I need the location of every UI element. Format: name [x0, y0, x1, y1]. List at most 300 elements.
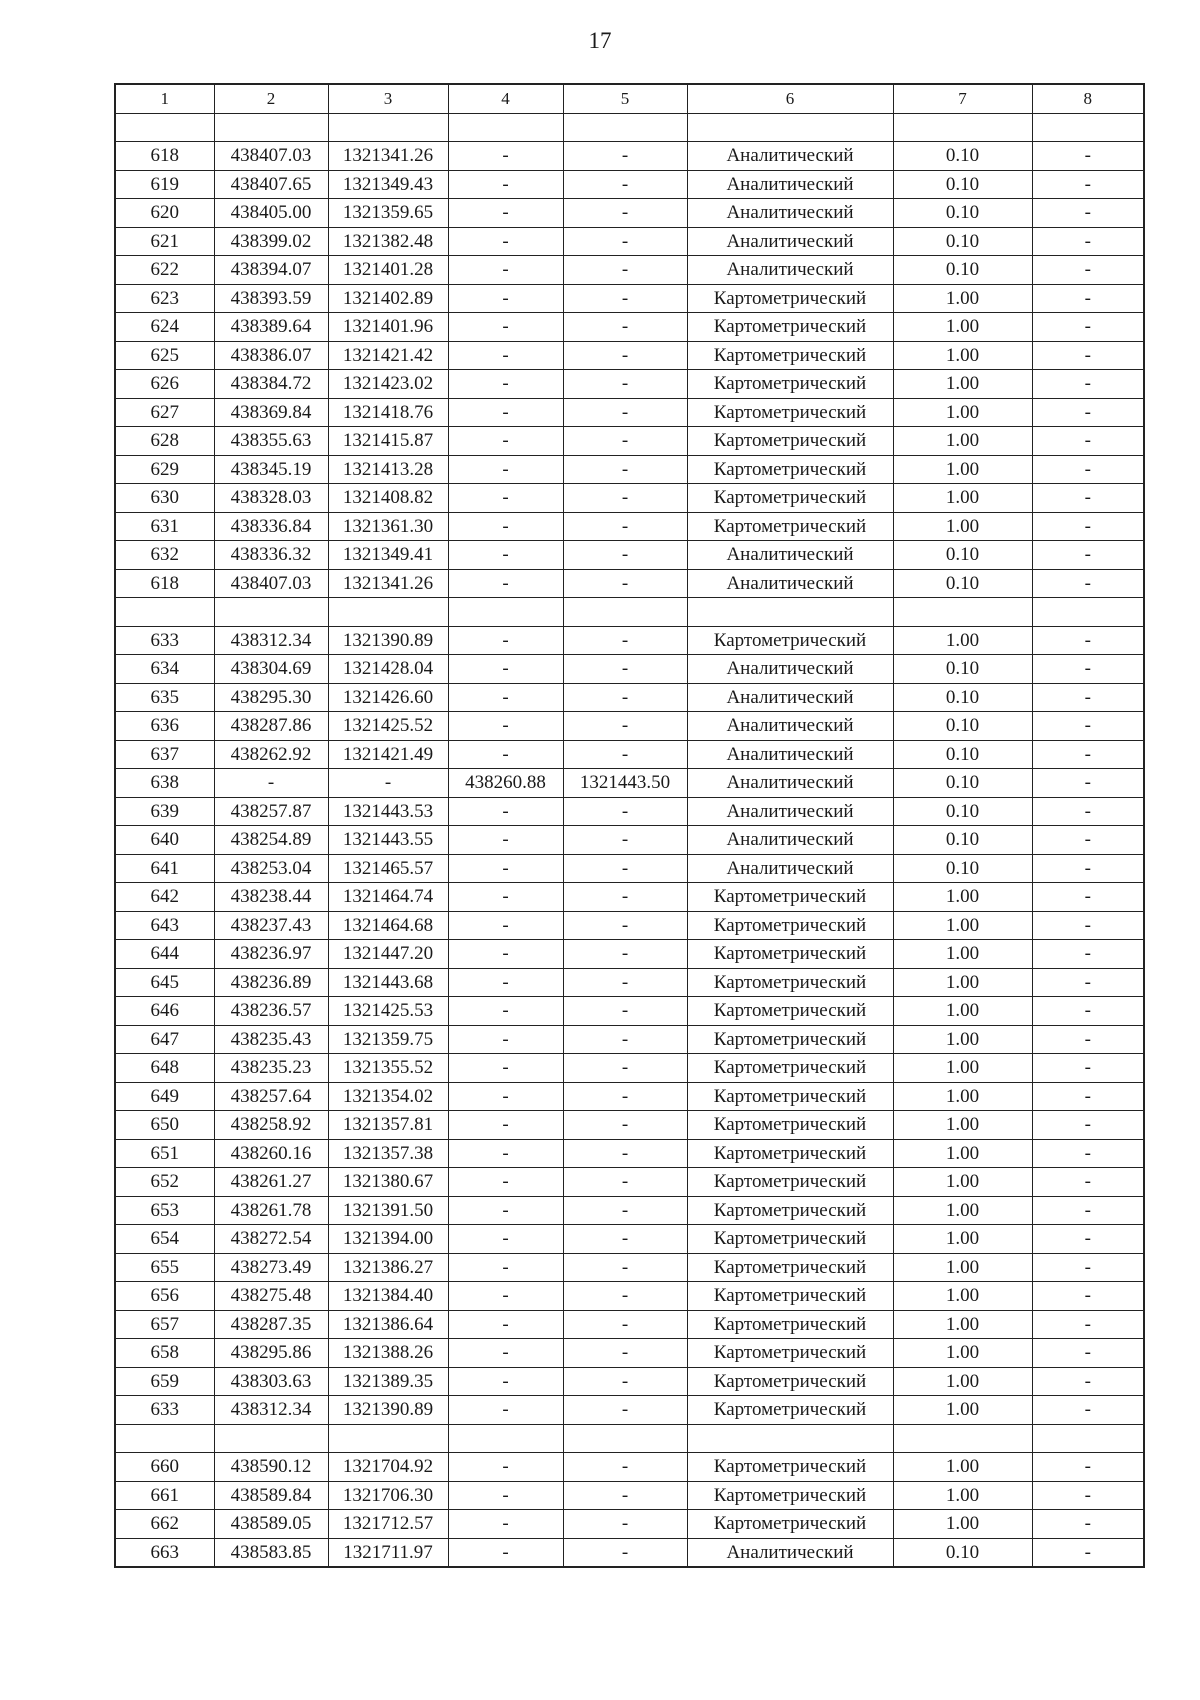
- table-cell-col-1: 642: [115, 883, 214, 912]
- table-cell-col-8: -: [1032, 512, 1144, 541]
- table-cell-col-4: -: [448, 170, 563, 199]
- table-cell-col-6: Картометрический: [687, 1139, 893, 1168]
- table-cell-col-2: 438407.65: [214, 170, 328, 199]
- table-cell-col-4: -: [448, 1310, 563, 1339]
- table-cell-col-8: -: [1032, 1111, 1144, 1140]
- table-row: [115, 142, 1144, 171]
- table-cell-col-8: -: [1032, 484, 1144, 513]
- table-cell-col-3: 1321382.48: [328, 227, 448, 256]
- table-cell-col-6: [687, 113, 893, 142]
- header-row: [115, 84, 1144, 113]
- table-cell-col-7: 0.10: [893, 569, 1032, 598]
- table-cell-col-1: 644: [115, 940, 214, 969]
- table-row: [115, 398, 1144, 427]
- table-cell-col-6: Аналитический: [687, 712, 893, 741]
- table-cell-col-2: 438389.64: [214, 313, 328, 342]
- table-cell-col-1: 627: [115, 398, 214, 427]
- table-cell-col-6: Аналитический: [687, 683, 893, 712]
- table-row: [115, 1510, 1144, 1539]
- table-cell-col-6: Аналитический: [687, 227, 893, 256]
- table-cell-col-7: 1.00: [893, 911, 1032, 940]
- table-cell-col-5: -: [563, 883, 687, 912]
- table-cell-col-5: -: [563, 1310, 687, 1339]
- table-cell-col-6: Картометрический: [687, 911, 893, 940]
- table-cell-col-5: -: [563, 1282, 687, 1311]
- table-cell-col-4: -: [448, 940, 563, 969]
- table-row: [115, 1453, 1144, 1482]
- table-cell-col-6: Картометрический: [687, 370, 893, 399]
- table-cell-col-3: [328, 113, 448, 142]
- table-row: [115, 512, 1144, 541]
- table-cell-col-8: -: [1032, 883, 1144, 912]
- table-cell-col-3: 1321357.38: [328, 1139, 448, 1168]
- table-cell-col-2: 438237.43: [214, 911, 328, 940]
- table-cell-col-5: -: [563, 541, 687, 570]
- table-cell-col-5: 1321443.50: [563, 769, 687, 798]
- table-cell-col-7: [893, 113, 1032, 142]
- table-cell-col-8: -: [1032, 398, 1144, 427]
- table-cell-col-4: -: [448, 826, 563, 855]
- table-cell-col-5: -: [563, 826, 687, 855]
- table-cell-col-6: Картометрический: [687, 1025, 893, 1054]
- table-cell-col-2: 438236.97: [214, 940, 328, 969]
- table-cell-col-2: 438238.44: [214, 883, 328, 912]
- table-cell-col-6: Картометрический: [687, 284, 893, 313]
- table-cell-col-1: 636: [115, 712, 214, 741]
- table-cell-col-3: 1321413.28: [328, 455, 448, 484]
- coordinates-table-container: [114, 83, 1143, 1568]
- table-cell-col-6: Картометрический: [687, 626, 893, 655]
- table-cell-col-7: 0.10: [893, 541, 1032, 570]
- table-cell-col-3: [328, 1424, 448, 1453]
- table-cell-col-8: -: [1032, 1339, 1144, 1368]
- table-cell-col-3: 1321423.02: [328, 370, 448, 399]
- table-cell-col-6: Картометрический: [687, 398, 893, 427]
- table-cell-col-7: 0.10: [893, 854, 1032, 883]
- table-cell-col-1: 658: [115, 1339, 214, 1368]
- table-cell-col-6: Аналитический: [687, 655, 893, 684]
- table-cell-col-8: -: [1032, 968, 1144, 997]
- table-cell-col-2: 438257.64: [214, 1082, 328, 1111]
- table-cell-col-4: 438260.88: [448, 769, 563, 798]
- table-cell-col-1: 659: [115, 1367, 214, 1396]
- table-cell-col-6: Картометрический: [687, 1082, 893, 1111]
- table-cell-col-1: 643: [115, 911, 214, 940]
- table-cell-col-1: 639: [115, 797, 214, 826]
- table-row: [115, 569, 1144, 598]
- table-cell-col-1: 619: [115, 170, 214, 199]
- table-cell-col-5: -: [563, 968, 687, 997]
- table-row: [115, 1367, 1144, 1396]
- table-cell-col-7: 1.00: [893, 512, 1032, 541]
- table-cell-col-3: 1321704.92: [328, 1453, 448, 1482]
- table-cell-col-7: 1.00: [893, 940, 1032, 969]
- table-cell-col-2: -: [214, 769, 328, 798]
- table-row: [115, 199, 1144, 228]
- table-cell-col-4: -: [448, 142, 563, 171]
- table-cell-col-3: 1321390.89: [328, 626, 448, 655]
- table-row: [115, 113, 1144, 142]
- table-cell-col-6: Картометрический: [687, 883, 893, 912]
- table-cell-col-8: -: [1032, 997, 1144, 1026]
- table-cell-col-5: -: [563, 1111, 687, 1140]
- table-cell-col-2: 438261.27: [214, 1168, 328, 1197]
- table-cell-col-8: -: [1032, 683, 1144, 712]
- table-cell-col-1: 650: [115, 1111, 214, 1140]
- table-cell-col-3: 1321357.81: [328, 1111, 448, 1140]
- table-cell-col-7: 1.00: [893, 370, 1032, 399]
- table-cell-col-6: Аналитический: [687, 854, 893, 883]
- table-cell-col-8: -: [1032, 1282, 1144, 1311]
- table-cell-col-5: -: [563, 341, 687, 370]
- table-cell-col-2: 438407.03: [214, 569, 328, 598]
- table-cell-col-7: 1.00: [893, 455, 1032, 484]
- table-cell-col-1: 649: [115, 1082, 214, 1111]
- table-cell-col-7: 1.00: [893, 284, 1032, 313]
- table-cell-col-8: -: [1032, 142, 1144, 171]
- column-header-6: 6: [687, 84, 893, 113]
- table-cell-col-1: 641: [115, 854, 214, 883]
- table-cell-col-6: Аналитический: [687, 256, 893, 285]
- table-cell-col-3: 1321341.26: [328, 569, 448, 598]
- table-cell-col-7: 1.00: [893, 1168, 1032, 1197]
- table-cell-col-2: 438253.04: [214, 854, 328, 883]
- table-row: [115, 284, 1144, 313]
- table-cell-col-3: 1321401.28: [328, 256, 448, 285]
- table-cell-col-7: 0.10: [893, 199, 1032, 228]
- table-cell-col-3: 1321712.57: [328, 1510, 448, 1539]
- table-cell-col-3: 1321425.53: [328, 997, 448, 1026]
- table-cell-col-7: [893, 1424, 1032, 1453]
- table-cell-col-1: 632: [115, 541, 214, 570]
- table-cell-col-2: 438287.86: [214, 712, 328, 741]
- table-cell-col-8: -: [1032, 1396, 1144, 1425]
- table-cell-col-6: Аналитический: [687, 569, 893, 598]
- table-cell-col-1: 648: [115, 1054, 214, 1083]
- table-cell-col-4: -: [448, 370, 563, 399]
- table-cell-col-8: -: [1032, 199, 1144, 228]
- table-cell-col-3: 1321443.53: [328, 797, 448, 826]
- table-cell-col-5: -: [563, 256, 687, 285]
- table-cell-col-4: -: [448, 541, 563, 570]
- table-cell-col-8: -: [1032, 313, 1144, 342]
- table-row: [115, 769, 1144, 798]
- table-cell-col-2: 438405.00: [214, 199, 328, 228]
- table-cell-col-3: 1321359.65: [328, 199, 448, 228]
- table-cell-col-2: 438262.92: [214, 740, 328, 769]
- table-cell-col-6: Картометрический: [687, 484, 893, 513]
- table-cell-col-8: -: [1032, 1367, 1144, 1396]
- table-cell-col-5: -: [563, 1025, 687, 1054]
- table-cell-col-5: -: [563, 1538, 687, 1567]
- table-cell-col-1: 656: [115, 1282, 214, 1311]
- table-row: [115, 1282, 1144, 1311]
- table-cell-col-6: Картометрический: [687, 1510, 893, 1539]
- table-cell-col-3: 1321361.30: [328, 512, 448, 541]
- table-cell-col-7: 1.00: [893, 427, 1032, 456]
- table-cell-col-7: 0.10: [893, 655, 1032, 684]
- table-cell-col-7: 0.10: [893, 142, 1032, 171]
- table-cell-col-7: 1.00: [893, 1367, 1032, 1396]
- table-cell-col-4: -: [448, 427, 563, 456]
- table-cell-col-4: -: [448, 284, 563, 313]
- table-cell-col-3: 1321355.52: [328, 1054, 448, 1083]
- table-cell-col-4: -: [448, 797, 563, 826]
- table-cell-col-8: -: [1032, 256, 1144, 285]
- table-cell-col-4: -: [448, 341, 563, 370]
- table-cell-col-8: -: [1032, 541, 1144, 570]
- table-cell-col-5: -: [563, 1139, 687, 1168]
- table-cell-col-8: -: [1032, 740, 1144, 769]
- table-cell-col-6: Картометрический: [687, 313, 893, 342]
- table-cell-col-2: 438384.72: [214, 370, 328, 399]
- table-cell-col-7: 0.10: [893, 740, 1032, 769]
- table-cell-col-8: -: [1032, 911, 1144, 940]
- page-number: 17: [588, 28, 612, 53]
- table-cell-col-7: 1.00: [893, 1339, 1032, 1368]
- table-cell-col-1: 624: [115, 313, 214, 342]
- table-cell-col-1: 654: [115, 1225, 214, 1254]
- table-cell-col-4: [448, 1424, 563, 1453]
- table-cell-col-5: -: [563, 427, 687, 456]
- table-cell-col-3: [328, 598, 448, 627]
- table-cell-col-6: Картометрический: [687, 1225, 893, 1254]
- table-cell-col-3: 1321341.26: [328, 142, 448, 171]
- table-cell-col-1: 637: [115, 740, 214, 769]
- table-cell-col-7: 1.00: [893, 484, 1032, 513]
- table-cell-col-8: [1032, 598, 1144, 627]
- table-row: [115, 797, 1144, 826]
- table-cell-col-8: -: [1032, 1225, 1144, 1254]
- table-cell-col-6: Аналитический: [687, 826, 893, 855]
- coordinates-table: [114, 83, 1145, 1568]
- table-cell-col-4: -: [448, 569, 563, 598]
- table-cell-col-7: 1.00: [893, 1481, 1032, 1510]
- table-cell-col-6: Картометрический: [687, 968, 893, 997]
- table-cell-col-7: 1.00: [893, 1139, 1032, 1168]
- table-cell-col-5: -: [563, 1054, 687, 1083]
- table-cell-col-6: Аналитический: [687, 170, 893, 199]
- table-cell-col-1: 640: [115, 826, 214, 855]
- table-row: [115, 1025, 1144, 1054]
- table-cell-col-7: 0.10: [893, 1538, 1032, 1567]
- table-cell-col-4: -: [448, 1339, 563, 1368]
- table-row: [115, 1481, 1144, 1510]
- table-cell-col-5: -: [563, 1339, 687, 1368]
- table-cell-col-5: -: [563, 1453, 687, 1482]
- table-row: [115, 256, 1144, 285]
- table-cell-col-8: -: [1032, 227, 1144, 256]
- table-cell-col-5: -: [563, 199, 687, 228]
- table-cell-col-7: 1.00: [893, 968, 1032, 997]
- column-header-5: 5: [563, 84, 687, 113]
- table-cell-col-6: Аналитический: [687, 199, 893, 228]
- table-cell-col-6: Аналитический: [687, 769, 893, 798]
- table-cell-col-5: -: [563, 227, 687, 256]
- table-cell-col-7: 1.00: [893, 341, 1032, 370]
- table-cell-col-7: 1.00: [893, 1196, 1032, 1225]
- table-cell-col-6: Аналитический: [687, 1538, 893, 1567]
- table-cell-col-3: 1321464.68: [328, 911, 448, 940]
- table-cell-col-4: -: [448, 911, 563, 940]
- table-cell-col-8: -: [1032, 1196, 1144, 1225]
- table-cell-col-8: [1032, 113, 1144, 142]
- table-cell-col-2: 438583.85: [214, 1538, 328, 1567]
- table-cell-col-1: 618: [115, 142, 214, 171]
- table-cell-col-6: [687, 1424, 893, 1453]
- table-cell-col-5: [563, 1424, 687, 1453]
- table-cell-col-7: 1.00: [893, 313, 1032, 342]
- table-cell-col-3: 1321428.04: [328, 655, 448, 684]
- table-cell-col-4: -: [448, 854, 563, 883]
- table-cell-col-2: 438345.19: [214, 455, 328, 484]
- table-cell-col-7: 1.00: [893, 1054, 1032, 1083]
- table-cell-col-1: 652: [115, 1168, 214, 1197]
- table-row: [115, 1196, 1144, 1225]
- table-cell-col-8: -: [1032, 1025, 1144, 1054]
- column-header-8: 8: [1032, 84, 1144, 113]
- table-cell-col-3: 1321465.57: [328, 854, 448, 883]
- table-cell-col-7: [893, 598, 1032, 627]
- table-cell-col-6: Аналитический: [687, 541, 893, 570]
- column-header-3: 3: [328, 84, 448, 113]
- table-cell-col-4: -: [448, 1196, 563, 1225]
- table-cell-col-5: -: [563, 455, 687, 484]
- table-cell-col-8: -: [1032, 1538, 1144, 1567]
- table-row: [115, 1225, 1144, 1254]
- table-cell-col-1: 645: [115, 968, 214, 997]
- table-cell-col-1: 653: [115, 1196, 214, 1225]
- table-cell-col-1: [115, 1424, 214, 1453]
- table-cell-col-2: 438394.07: [214, 256, 328, 285]
- table-cell-col-3: 1321421.49: [328, 740, 448, 769]
- table-cell-col-1: 622: [115, 256, 214, 285]
- table-cell-col-6: Картометрический: [687, 1396, 893, 1425]
- table-row: [115, 911, 1144, 940]
- table-row: [115, 427, 1144, 456]
- table-cell-col-6: Картометрический: [687, 940, 893, 969]
- table-cell-col-4: -: [448, 1139, 563, 1168]
- table-cell-col-2: 438235.23: [214, 1054, 328, 1083]
- table-cell-col-3: 1321359.75: [328, 1025, 448, 1054]
- table-cell-col-1: 625: [115, 341, 214, 370]
- table-cell-col-7: 1.00: [893, 1025, 1032, 1054]
- table-cell-col-3: 1321394.00: [328, 1225, 448, 1254]
- table-cell-col-8: -: [1032, 1510, 1144, 1539]
- table-row: [115, 1054, 1144, 1083]
- table-cell-col-7: 1.00: [893, 1253, 1032, 1282]
- table-cell-col-4: -: [448, 484, 563, 513]
- table-cell-col-7: 1.00: [893, 626, 1032, 655]
- table-cell-col-8: -: [1032, 1082, 1144, 1111]
- table-cell-col-1: 662: [115, 1510, 214, 1539]
- table-cell-col-8: -: [1032, 940, 1144, 969]
- table-row: [115, 313, 1144, 342]
- table-cell-col-8: -: [1032, 370, 1144, 399]
- table-row: [115, 968, 1144, 997]
- table-cell-col-3: 1321421.42: [328, 341, 448, 370]
- table-row: [115, 883, 1144, 912]
- table-cell-col-4: -: [448, 883, 563, 912]
- table-cell-col-4: -: [448, 997, 563, 1026]
- table-cell-col-3: 1321386.64: [328, 1310, 448, 1339]
- table-row: [115, 997, 1144, 1026]
- table-cell-col-5: -: [563, 1225, 687, 1254]
- table-cell-col-2: [214, 113, 328, 142]
- table-row: [115, 227, 1144, 256]
- table-cell-col-8: -: [1032, 655, 1144, 684]
- table-row: [115, 541, 1144, 570]
- table-cell-col-7: 1.00: [893, 1282, 1032, 1311]
- table-row: [115, 1168, 1144, 1197]
- table-cell-col-1: 634: [115, 655, 214, 684]
- table-cell-col-2: 438312.34: [214, 626, 328, 655]
- table-cell-col-2: [214, 598, 328, 627]
- table-cell-col-1: 646: [115, 997, 214, 1026]
- table-cell-col-7: 0.10: [893, 826, 1032, 855]
- table-cell-col-3: 1321354.02: [328, 1082, 448, 1111]
- table-cell-col-8: -: [1032, 797, 1144, 826]
- table-cell-col-6: Аналитический: [687, 797, 893, 826]
- table-cell-col-5: -: [563, 512, 687, 541]
- column-header-7: 7: [893, 84, 1032, 113]
- table-cell-col-2: 438393.59: [214, 284, 328, 313]
- table-cell-col-6: Картометрический: [687, 455, 893, 484]
- table-cell-col-1: 661: [115, 1481, 214, 1510]
- table-row: [115, 370, 1144, 399]
- table-cell-col-5: [563, 598, 687, 627]
- table-cell-col-5: -: [563, 797, 687, 826]
- table-cell-col-8: -: [1032, 1054, 1144, 1083]
- table-cell-col-8: -: [1032, 1453, 1144, 1482]
- table-cell-col-1: 651: [115, 1139, 214, 1168]
- table-cell-col-2: 438273.49: [214, 1253, 328, 1282]
- table-cell-col-2: 438328.03: [214, 484, 328, 513]
- table-cell-col-2: 438304.69: [214, 655, 328, 684]
- table-cell-col-5: -: [563, 997, 687, 1026]
- table-row: [115, 683, 1144, 712]
- table-row: [115, 1139, 1144, 1168]
- table-cell-col-2: 438295.86: [214, 1339, 328, 1368]
- table-cell-col-7: 0.10: [893, 712, 1032, 741]
- table-cell-col-1: 663: [115, 1538, 214, 1567]
- table-cell-col-2: 438386.07: [214, 341, 328, 370]
- table-cell-col-4: -: [448, 1510, 563, 1539]
- table-cell-col-4: -: [448, 1225, 563, 1254]
- table-row: [115, 1253, 1144, 1282]
- table-cell-col-2: 438589.84: [214, 1481, 328, 1510]
- table-cell-col-3: 1321349.41: [328, 541, 448, 570]
- table-cell-col-8: -: [1032, 341, 1144, 370]
- table-row: [115, 1538, 1144, 1567]
- table-cell-col-4: -: [448, 1025, 563, 1054]
- table-cell-col-2: 438257.87: [214, 797, 328, 826]
- table-cell-col-5: -: [563, 655, 687, 684]
- table-cell-col-5: -: [563, 1396, 687, 1425]
- table-cell-col-6: Аналитический: [687, 740, 893, 769]
- table-row: [115, 740, 1144, 769]
- table-cell-col-1: 626: [115, 370, 214, 399]
- table-cell-col-3: 1321388.26: [328, 1339, 448, 1368]
- table-cell-col-4: -: [448, 626, 563, 655]
- table-cell-col-8: -: [1032, 712, 1144, 741]
- table-row: [115, 1082, 1144, 1111]
- table-cell-col-3: 1321426.60: [328, 683, 448, 712]
- table-cell-col-8: -: [1032, 1481, 1144, 1510]
- table-cell-col-7: 1.00: [893, 1310, 1032, 1339]
- table-cell-col-3: 1321349.43: [328, 170, 448, 199]
- table-row: [115, 940, 1144, 969]
